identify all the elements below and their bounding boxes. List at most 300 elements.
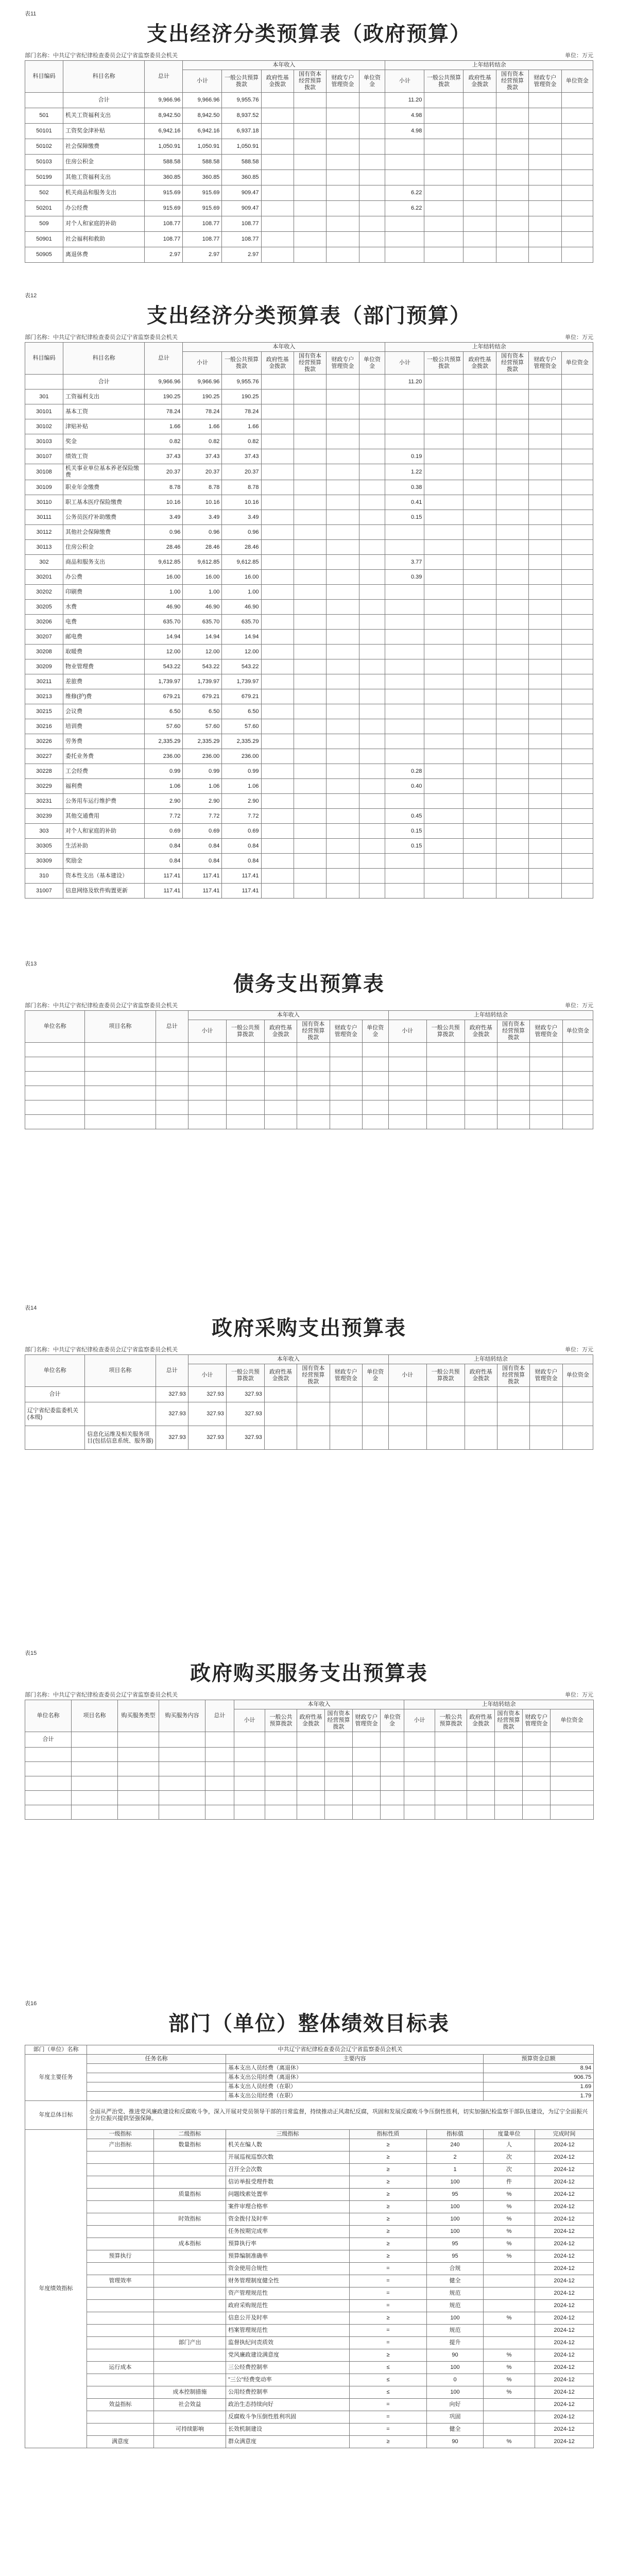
- col-task-content: 主要内容: [226, 2055, 484, 2064]
- row-value: [261, 185, 294, 201]
- row-value: 57.60: [183, 719, 222, 734]
- empty-cell: [562, 1086, 593, 1100]
- row-value: [385, 155, 424, 170]
- row-unit: 合计: [25, 1387, 85, 1402]
- row-value: [327, 232, 359, 247]
- table-row: [25, 2325, 594, 2337]
- empty-cell: [435, 1805, 467, 1820]
- row-value: [529, 824, 561, 839]
- perf-value: 95: [427, 2250, 484, 2263]
- row-name: 劳务费: [63, 734, 144, 749]
- row-value: [294, 375, 326, 389]
- row-value: [359, 389, 385, 404]
- row-value: [261, 434, 294, 449]
- empty-cell: [264, 1043, 297, 1057]
- table-row: [25, 600, 593, 615]
- row-project: 信息化运维及相关服务项目(包括信息系统、服务器): [85, 1426, 156, 1450]
- dept-label: 部门名称：中共辽宁省纪律检查委员会辽宁省监察委员会机关: [25, 1347, 178, 1353]
- row-name: 机关工资福利支出: [63, 108, 144, 124]
- row-value: [385, 719, 424, 734]
- empty-cell: [159, 1805, 205, 1820]
- row-value: [464, 884, 496, 899]
- row-value: [385, 630, 424, 645]
- perf-l2: [154, 2312, 226, 2325]
- row-code: 31007: [25, 884, 63, 899]
- perf-unit: [484, 2411, 535, 2424]
- table-row: [25, 232, 593, 247]
- col-header: 一般公共预算拨款: [424, 70, 464, 93]
- row-value: [561, 139, 593, 155]
- row-value: [529, 510, 561, 525]
- empty-cell: [297, 1762, 325, 1776]
- row-value: 16.00: [222, 570, 261, 585]
- perf-l1: [87, 2300, 154, 2312]
- perf-l1: [87, 2386, 154, 2399]
- col-header: 一般公共预算拨款: [424, 352, 464, 375]
- col-header: 国有资本经营预算拨款: [496, 70, 528, 93]
- empty-cell: [265, 1776, 297, 1791]
- empty-cell: [465, 1043, 497, 1057]
- row-value: [496, 247, 528, 263]
- row-name: 生活补助: [63, 839, 144, 854]
- perf-col-header: 一级指标: [87, 2130, 154, 2139]
- task-amount: 1.69: [484, 2082, 594, 2092]
- table-row: [25, 1387, 593, 1402]
- row-value: [359, 794, 385, 809]
- empty-cell: [551, 1748, 594, 1762]
- row-value: [424, 247, 464, 263]
- empty-cell: [562, 1072, 593, 1086]
- row-total: 1,050.91: [145, 139, 183, 155]
- row-value: [359, 809, 385, 824]
- table-row: [25, 375, 593, 389]
- row-value: [359, 689, 385, 704]
- table-row: [25, 1762, 594, 1776]
- empty-cell: [188, 1072, 226, 1086]
- row-value: [327, 884, 359, 899]
- row-value: 37.43: [222, 449, 261, 464]
- table-row: [25, 247, 593, 263]
- row-value: 1,739.97: [222, 674, 261, 689]
- table-row: [25, 1057, 593, 1072]
- row-value: [464, 216, 496, 232]
- empty-cell: [297, 1100, 330, 1115]
- row-value: [404, 1732, 435, 1748]
- table-row: [25, 2362, 594, 2374]
- empty-cell: [118, 1748, 159, 1762]
- row-value: [385, 659, 424, 674]
- empty-cell: [381, 1805, 404, 1820]
- row-value: [359, 839, 385, 854]
- col-type: 购买服务类型: [118, 1700, 159, 1732]
- row-name: 职业年金缴费: [63, 480, 144, 495]
- table-row: [25, 674, 593, 689]
- perf-property: ≥: [350, 2226, 427, 2238]
- debt-table: [25, 1010, 593, 1129]
- perf-time: 2024-12: [535, 2325, 594, 2337]
- row-code: 30207: [25, 630, 63, 645]
- row-value: [261, 824, 294, 839]
- row-value: [496, 704, 528, 719]
- row-value: [294, 570, 326, 585]
- row-value: [294, 108, 326, 124]
- row-value: [327, 419, 359, 434]
- row-value: [294, 449, 326, 464]
- row-unit: 合计: [25, 1732, 72, 1748]
- col-header: 财政专户管理资金: [330, 1020, 362, 1043]
- empty-cell: [465, 1072, 497, 1086]
- row-value: [327, 525, 359, 540]
- unit-label: 单位：万元: [565, 1347, 593, 1353]
- table-row: [25, 1776, 594, 1791]
- col-project: 项目名称: [72, 1700, 118, 1732]
- row-total: 8.78: [145, 480, 183, 495]
- unit-label: 单位：万元: [565, 334, 593, 341]
- row-value: 0.99: [183, 764, 222, 779]
- row-value: [496, 464, 528, 480]
- task-amount: 1.79: [484, 2092, 594, 2101]
- row-value: [529, 779, 561, 794]
- row-value: [294, 659, 326, 674]
- meta-row: [25, 333, 593, 342]
- perf-time: 2024-12: [535, 2436, 594, 2448]
- perf-l1: [87, 2189, 154, 2201]
- row-value: [496, 449, 528, 464]
- empty-cell: [25, 1762, 72, 1776]
- row-code: 30206: [25, 615, 63, 630]
- empty-cell: [265, 1748, 297, 1762]
- empty-cell: [25, 1086, 85, 1100]
- unit-label: 单位：万元: [565, 1003, 593, 1009]
- unit-label: 单位：万元: [565, 1692, 593, 1698]
- row-value: [261, 247, 294, 263]
- table-row: [25, 216, 593, 232]
- row-value: [529, 232, 561, 247]
- row-value: [261, 170, 294, 185]
- perf-unit: [484, 2263, 535, 2275]
- row-value: [496, 139, 528, 155]
- col-header: 政府性基金拨款: [465, 1364, 497, 1387]
- group-prior: 上年结转结余: [388, 1355, 593, 1364]
- perf-l2: [154, 2250, 226, 2263]
- table-row: [25, 1072, 593, 1086]
- row-value: 117.41: [222, 869, 261, 884]
- empty-cell: [265, 1791, 297, 1805]
- row-value: [464, 794, 496, 809]
- row-value: [294, 170, 326, 185]
- perf-l3: 问题线索处置率: [226, 2189, 350, 2201]
- row-value: [359, 630, 385, 645]
- empty-cell: [435, 1762, 467, 1776]
- row-value: [561, 689, 593, 704]
- empty-cell: [118, 1805, 159, 1820]
- empty-cell: [435, 1748, 467, 1762]
- table-row: [25, 615, 593, 630]
- empty-cell: [388, 1057, 426, 1072]
- row-value: 0.84: [222, 854, 261, 869]
- row-value: [529, 630, 561, 645]
- table-row: [25, 1043, 593, 1057]
- row-value: [496, 615, 528, 630]
- empty-cell: [297, 1057, 330, 1072]
- perf-l2: [154, 2164, 226, 2176]
- table-row: [25, 495, 593, 510]
- empty-cell: [551, 1805, 594, 1820]
- row-value: [561, 809, 593, 824]
- perf-time: 2024-12: [535, 2151, 594, 2164]
- perf-property: ≥: [350, 2213, 427, 2226]
- perf-value: 巩固: [427, 2411, 484, 2424]
- table-row: [25, 2424, 594, 2436]
- empty-cell: [404, 1805, 435, 1820]
- row-value: [496, 689, 528, 704]
- row-value: [529, 185, 561, 201]
- row-value: [464, 689, 496, 704]
- empty-cell: [388, 1072, 426, 1086]
- empty-cell: [226, 1057, 264, 1072]
- row-value: [496, 389, 528, 404]
- row-value: [359, 375, 385, 389]
- empty-cell: [156, 1115, 188, 1129]
- row-value: 20.37: [222, 464, 261, 480]
- perf-unit: [484, 2424, 535, 2436]
- empty-cell: [551, 1776, 594, 1791]
- perf-property: =: [350, 2263, 427, 2275]
- row-value: [261, 232, 294, 247]
- row-value: [424, 659, 464, 674]
- row-value: [424, 170, 464, 185]
- row-name: 机关事业单位基本养老保险缴费: [63, 464, 144, 480]
- row-value: [424, 404, 464, 419]
- row-value: 327.93: [188, 1402, 226, 1426]
- empty-cell: [188, 1086, 226, 1100]
- row-value: [294, 869, 326, 884]
- empty-cell: [25, 1057, 85, 1072]
- row-value: [561, 434, 593, 449]
- dept-label: 部门名称：中共辽宁省纪律检查委员会辽宁省监察委员会机关: [25, 1003, 178, 1009]
- perf-property: ≥: [350, 2250, 427, 2263]
- row-value: [424, 779, 464, 794]
- perf-l3: 公用经费控制率: [226, 2386, 350, 2399]
- perf-l2: [154, 2374, 226, 2386]
- row-value: 14.94: [183, 630, 222, 645]
- task-name: [87, 2073, 226, 2082]
- row-value: 0.45: [385, 809, 424, 824]
- row-value: 9,966.96: [183, 375, 222, 389]
- table-row: [25, 630, 593, 645]
- perf-time: 2024-12: [535, 2263, 594, 2275]
- perf-l2: 时效指标: [154, 2213, 226, 2226]
- empty-cell: [426, 1043, 465, 1057]
- empty-cell: [362, 1115, 388, 1129]
- empty-cell: [388, 1100, 426, 1115]
- row-value: [464, 719, 496, 734]
- perf-unit: [484, 2275, 535, 2287]
- row-code: 30209: [25, 659, 63, 674]
- page-title: 政府采购支出预算表: [212, 1316, 406, 1340]
- row-value: 9,612.85: [183, 555, 222, 570]
- row-project: [85, 1402, 156, 1426]
- row-value: [385, 232, 424, 247]
- row-code: 30205: [25, 600, 63, 615]
- row-value: [424, 232, 464, 247]
- row-value: [424, 124, 464, 139]
- col-header: 财政专户管理资金: [330, 1364, 362, 1387]
- row-value: [464, 659, 496, 674]
- row-value: [464, 124, 496, 139]
- row-value: [496, 170, 528, 185]
- col-header: 财政专户管理资金: [327, 70, 359, 93]
- col-header: 小计: [183, 352, 222, 375]
- empty-cell: [465, 1115, 497, 1129]
- table-row: [25, 764, 593, 779]
- row-value: 4.98: [385, 108, 424, 124]
- row-value: [381, 1732, 404, 1748]
- table-row: [25, 659, 593, 674]
- perf-time: 2024-12: [535, 2139, 594, 2151]
- row-value: [424, 510, 464, 525]
- row-value: [464, 419, 496, 434]
- row-value: [424, 480, 464, 495]
- row-code: 30305: [25, 839, 63, 854]
- perf-value: 健全: [427, 2424, 484, 2436]
- row-value: [359, 824, 385, 839]
- table-tag: 表14: [25, 1305, 37, 1311]
- row-value: [261, 839, 294, 854]
- row-value: [294, 510, 326, 525]
- row-value: [464, 93, 496, 108]
- row-value: 0.38: [385, 480, 424, 495]
- row-value: [261, 630, 294, 645]
- empty-cell: [297, 1043, 330, 1057]
- col-header: 一般公共预算拨款: [426, 1364, 465, 1387]
- col-code: 科目编码: [25, 343, 63, 375]
- row-value: [261, 600, 294, 615]
- perf-unit: %: [484, 2201, 535, 2213]
- row-value: [496, 510, 528, 525]
- row-code: 301: [25, 389, 63, 404]
- row-value: [561, 659, 593, 674]
- perf-property: =: [350, 2325, 427, 2337]
- row-value: [464, 139, 496, 155]
- row-value: 108.77: [183, 232, 222, 247]
- empty-cell: [325, 1748, 353, 1762]
- row-value: [359, 201, 385, 216]
- row-total: 2.90: [145, 794, 183, 809]
- perf-property: =: [350, 2300, 427, 2312]
- row-value: [359, 495, 385, 510]
- perf-l1: [87, 2226, 154, 2238]
- row-total: 117.41: [145, 869, 183, 884]
- row-value: 1.06: [183, 779, 222, 794]
- row-value: 117.41: [183, 884, 222, 899]
- row-name: 资本性支出（基本建设）: [63, 869, 144, 884]
- row-name: 对个人和家庭的补助: [63, 824, 144, 839]
- row-code: 50199: [25, 170, 63, 185]
- row-value: [496, 93, 528, 108]
- table-row: [25, 2151, 594, 2164]
- procurement-table: [25, 1354, 593, 1450]
- col-header: 政府性基金拨款: [264, 1020, 297, 1043]
- col-header: 政府性基金拨款: [261, 352, 294, 375]
- section-econ-gov: [25, 9, 593, 263]
- goal-label: 年度总体目标: [25, 2101, 87, 2130]
- row-value: [561, 389, 593, 404]
- table-row: [25, 510, 593, 525]
- row-value: [327, 449, 359, 464]
- empty-cell: [381, 1748, 404, 1762]
- dept-name-label: 部门（单位）名称: [25, 2045, 87, 2055]
- row-value: [385, 734, 424, 749]
- row-name: 电费: [63, 615, 144, 630]
- row-value: [327, 93, 359, 108]
- col-header: 财政专户管理资金: [327, 352, 359, 375]
- row-value: [464, 839, 496, 854]
- row-value: [464, 555, 496, 570]
- row-code: 30229: [25, 779, 63, 794]
- dept-performance-table: [25, 2045, 594, 2448]
- row-total: 0.84: [145, 839, 183, 854]
- table-row: [25, 2045, 594, 2055]
- row-value: [327, 719, 359, 734]
- row-total: 0.99: [145, 764, 183, 779]
- col-header: 一般公共预算拨款: [265, 1709, 297, 1732]
- empty-cell: [404, 1776, 435, 1791]
- row-value: [327, 779, 359, 794]
- row-value: [385, 434, 424, 449]
- empty-cell: [118, 1762, 159, 1776]
- row-value: [464, 155, 496, 170]
- empty-cell: [353, 1805, 381, 1820]
- row-value: [327, 674, 359, 689]
- empty-cell: [562, 1043, 593, 1057]
- row-value: [424, 495, 464, 510]
- row-value: [496, 824, 528, 839]
- group-prior: 上年结转结余: [385, 61, 593, 70]
- empty-cell: [353, 1762, 381, 1776]
- row-total: 7.72: [145, 809, 183, 824]
- row-value: [424, 719, 464, 734]
- perf-time: 2024-12: [535, 2287, 594, 2300]
- row-value: 236.00: [183, 749, 222, 764]
- table-row: [25, 404, 593, 419]
- perf-value: 规范: [427, 2300, 484, 2312]
- row-total: 57.60: [145, 719, 183, 734]
- empty-cell: [426, 1086, 465, 1100]
- row-value: [561, 764, 593, 779]
- meta-row: [25, 51, 593, 60]
- row-value: [435, 1732, 467, 1748]
- perf-time: 2024-12: [535, 2399, 594, 2411]
- row-value: [529, 689, 561, 704]
- row-value: 327.93: [226, 1426, 264, 1450]
- empty-cell: [330, 1072, 362, 1086]
- row-code: 30215: [25, 704, 63, 719]
- perf-l2: [154, 2287, 226, 2300]
- row-value: [426, 1387, 465, 1402]
- section-procurement: [25, 1303, 593, 1450]
- dept-label: 部门名称：中共辽宁省纪律检查委员会辽宁省监察委员会机关: [25, 1692, 178, 1698]
- empty-cell: [530, 1086, 562, 1100]
- perf-l3: 预算执行率: [226, 2238, 350, 2250]
- table-row: [25, 854, 593, 869]
- perf-time: 2024-12: [535, 2164, 594, 2176]
- row-value: [385, 404, 424, 419]
- empty-cell: [404, 1762, 435, 1776]
- row-value: [551, 1732, 594, 1748]
- empty-cell: [234, 1805, 265, 1820]
- row-value: [359, 139, 385, 155]
